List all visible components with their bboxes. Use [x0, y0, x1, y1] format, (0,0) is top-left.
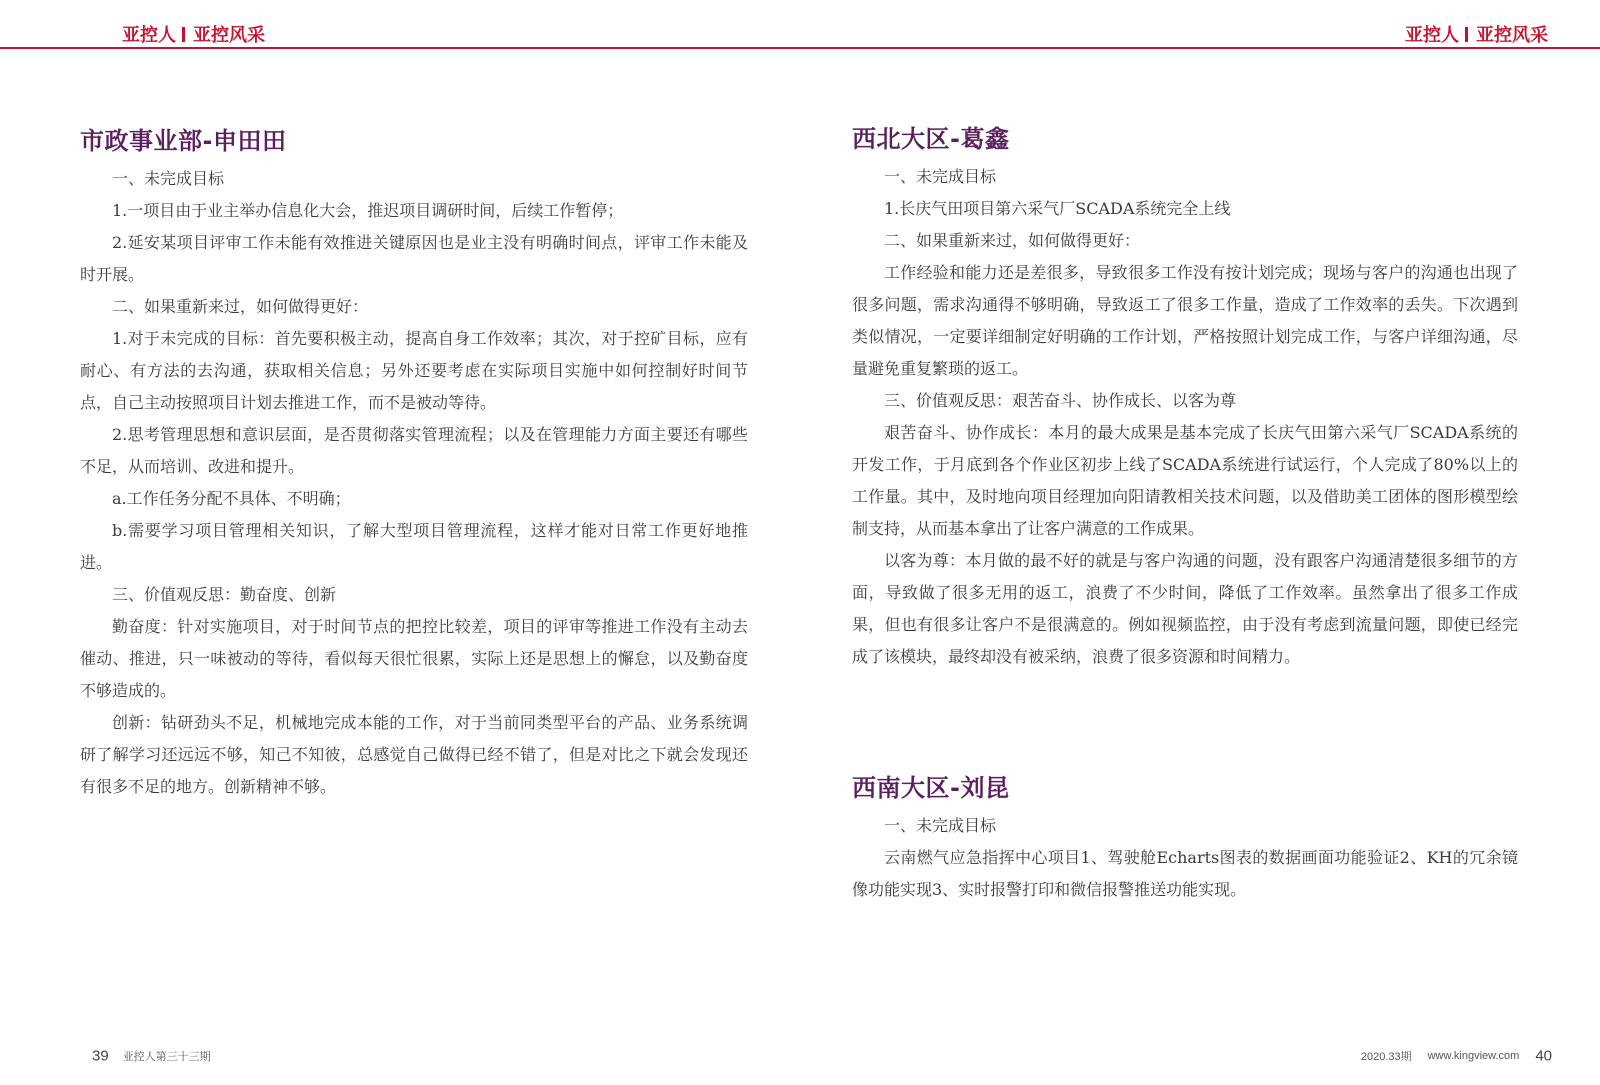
website-link[interactable]: www.kingview.com — [1427, 1049, 1520, 1062]
section-title: 西北大区-葛鑫 — [852, 125, 1010, 153]
body-paragraph: 1.一项目由于业主举办信息化大会，推迟项目调研时间，后续工作暂停； — [112, 201, 624, 220]
body-paragraph: 勤奋度：针对实施项目，对于时间节点的把控比较差，项目的评审等推进工作没有主动去催动、推进，只一味被动的等待，看似每天很忙很累，实际上还是思想上的懈怠，以及勤奋度不够造成的。 — [80, 617, 748, 700]
section-title: 市政事业部-申田田 — [80, 127, 287, 155]
body-paragraph: 1.对于未完成的目标：首先要积极主动，提高自身工作效率；其次，对于控矿目标，应有耐心、有方法的去沟通，获取相关信息；另外还要考虑在实际项目实施中如何控制好时间节点，自己主动按照项目计划去推进工作，而不是被动等待。 — [80, 329, 748, 412]
header-magazine-name: 亚控人 — [1405, 25, 1459, 46]
body-paragraph: 二、如果重新来过，如何做得更好： — [112, 297, 369, 316]
body-paragraph: 2.思考管理思想和意识层面，是否贯彻落实管理流程；以及在管理能力方面主要还有哪些不足，从而培训、改进和提升。 — [80, 425, 748, 476]
footer-left — [92, 1047, 211, 1065]
body-paragraph: 二、如果重新来过，如何做得更好： — [884, 231, 1141, 250]
page-number: 39 — [92, 1047, 109, 1065]
header-magazine-name: 亚控人 — [122, 25, 176, 46]
body-paragraph: 1.长庆气田项目第六采气厂SCADA系统完全上线 — [884, 199, 1231, 218]
body-paragraph: 云南燃气应急指挥中心项目1、驾驶舱Echarts图表的数据画面功能验证2、KH的冗余镜像功能实现3、实时报警打印和微信报警推送功能实现。 — [852, 848, 1518, 899]
body-paragraph: a.工作任务分配不具体、不明确； — [112, 489, 351, 508]
header-column-name: 亚控风采 — [193, 25, 265, 46]
header-column-name: 亚控风采 — [1476, 25, 1548, 46]
publication-name: 亚控人第三十三期 — [122, 1050, 211, 1063]
page-number: 40 — [1535, 1047, 1552, 1065]
body-paragraph: 2.延安某项目评审工作未能有效推进关键原因也是业主没有明确时间点，评审工作未能及时开展。 — [80, 233, 748, 284]
body-paragraph: 艰苦奋斗、协作成长：本月的最大成果是基本完成了长庆气田第六采气厂SCADA系统的开发工作，于月底到各个作业区初步上线了SCADA系统进行试运行，个人完成了80%以上的工作量。其中，及时地向项目经理加向阳请教相关技术问题，以及借助美工团体的图形模型绘制支持，从而基本拿出了让客户满意的工作成果。 — [852, 423, 1518, 538]
body-paragraph: 一、未完成目标 — [884, 816, 997, 835]
section-body — [80, 163, 748, 803]
body-paragraph: 创新：钻研劲头不足，机械地完成本能的工作，对于当前同类型平台的产品、业务系统调研了解学习还远远不够，知己不知彼，总感觉自己做得已经不错了，但是对比之下就会发现还有很多不足的地方。创新精神不够。 — [80, 713, 748, 796]
section-body — [852, 810, 1518, 906]
footer-right — [1361, 1047, 1552, 1065]
body-paragraph: 三、价值观反思：艰苦奋斗、协作成长、以客为尊 — [884, 391, 1237, 410]
article-section-left — [80, 125, 748, 803]
body-paragraph: 以客为尊：本月做的最不好的就是与客户沟通的问题，没有跟客户沟通清楚很多细节的方面，导致做了很多无用的返工，浪费了不少时间，降低了工作效率。虽然拿出了很多工作成果，但也有很多让客户不是很满意的。例如视频监控，由于没有考虑到流量问题，即使已经完成了该模块，最终却没有被采纳，浪费了很多资源和时间精力。 — [852, 551, 1518, 666]
section-body — [852, 161, 1518, 673]
body-paragraph: b.需要学习项目管理相关知识，了解大型项目管理流程，这样才能对日常工作更好地推进。 — [80, 521, 748, 572]
issue-label: 2020.33期 — [1360, 1050, 1412, 1063]
body-paragraph: 工作经验和能力还是差很多，导致很多工作没有按计划完成；现场与客户的沟通也出现了很多问题，需求沟通得不够明确，导致返工了很多工作量，造成了工作效率的丢失。下次遇到类似情况，一定要详细制定好明确的工作计划，严格按照计划完成工作，与客户详细沟通，尽量避免重复繁琐的返工。 — [852, 263, 1518, 378]
body-paragraph: 三、价值观反思：勤奋度、创新 — [112, 585, 337, 604]
article-section-right-bottom — [852, 772, 1518, 906]
body-paragraph: 一、未完成目标 — [112, 169, 225, 188]
article-section-right-top — [852, 123, 1518, 673]
body-paragraph: 一、未完成目标 — [884, 167, 997, 186]
section-title: 西南大区-刘昆 — [852, 774, 1010, 802]
